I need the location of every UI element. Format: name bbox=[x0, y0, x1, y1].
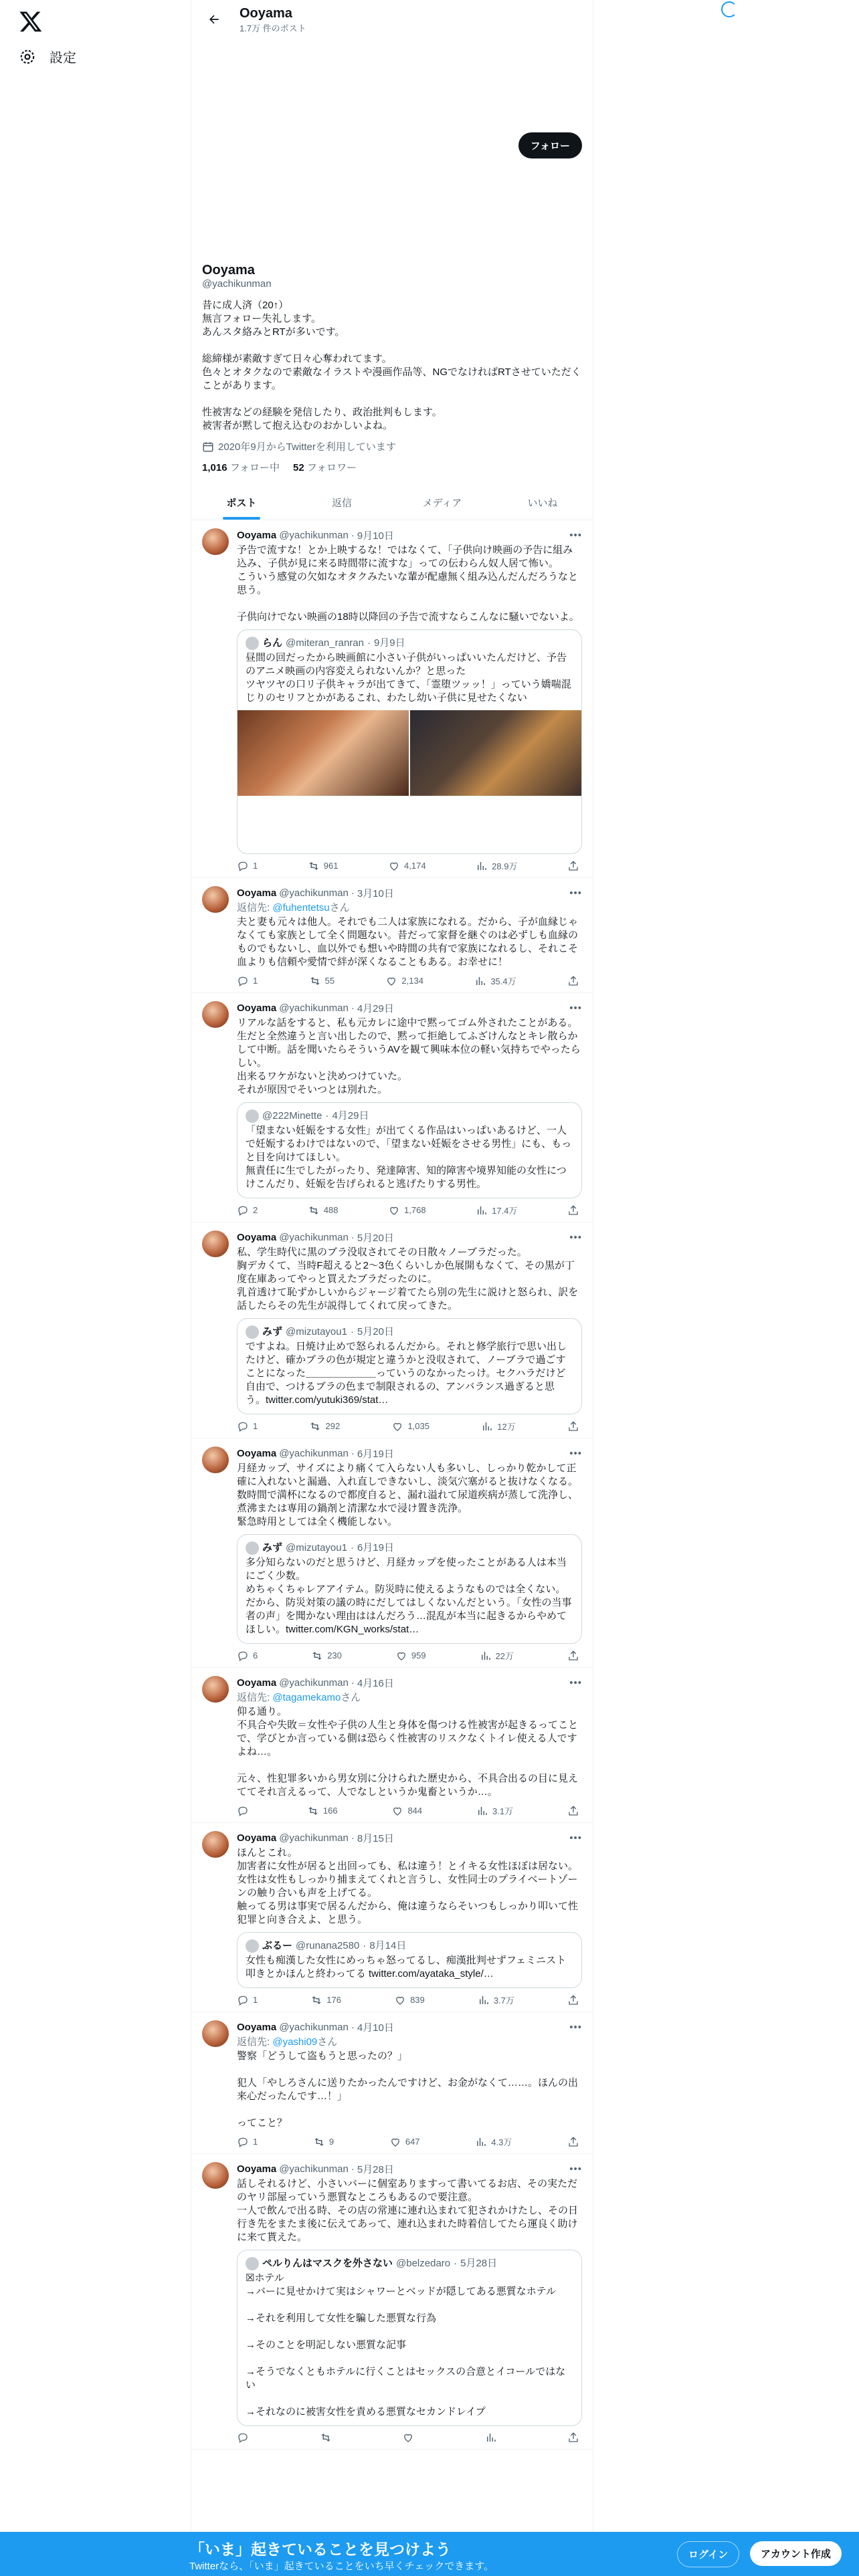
avatar[interactable] bbox=[202, 2020, 229, 2047]
post-date[interactable]: 3月10日 bbox=[357, 888, 394, 899]
heart-icon bbox=[391, 1420, 403, 1432]
views-button[interactable]: 3.1万 bbox=[476, 1804, 513, 1817]
like-button[interactable]: 647 bbox=[389, 2135, 420, 2148]
quoted-date: 6月19日 bbox=[357, 1542, 394, 1553]
reply-icon bbox=[237, 975, 249, 987]
share-button[interactable] bbox=[567, 859, 579, 872]
avatar[interactable] bbox=[202, 1446, 229, 1473]
quoted-author-name: みず bbox=[262, 1542, 283, 1553]
reply-button[interactable] bbox=[237, 1804, 253, 1817]
post[interactable]: Ooyama @yachikunman · 5月20日 ••• 私、学生時代に黒のブラ没収されてその日散々ノーブラだった。 胸デカくて、当時F超えると2〜3色くらいしか色展開もなくて、その黒が丁度在庫あってやっと買えたブラだったのに。 乳首透けて恥ずかしいからジャージ着てたら別の先生に説けと怒られ、訳を話したらその先生が説得してくれて戻ってきた。 みず @mizutayou1 · 5月20日 ですよね。日焼け止めで怒られるんだから。それと修学旅行で思い出したけど、確かブラの色が規定と違うかと没収されて、ノーブラで過ごすことになった＿＿＿＿＿＿＿っていうのなかったっけ。セクハラだけど自由で、つけるブラの色まで制限されるの、アンバランス過ぎると思う。twitter.com/yutuki369/stat… 1 292 1,035 12万 bbox=[191, 1222, 593, 1438]
quoted-text: ☒ホテル →バーに見せかけて実はシャワーとベッドが隠してある悪質なホテル →それを利用して女性を騙した悪質な行為 →そのことを明記しない悪質な記事 →そうでなくともホテルに行くことはセックスの合意とイコールではない →それなのに被害女性を責める悪質なセカンドレイプ bbox=[246, 2272, 566, 2418]
heart-icon bbox=[389, 2136, 401, 2148]
tab-likes[interactable]: いいね bbox=[527, 497, 558, 509]
author-handle[interactable]: @yachikunman bbox=[279, 2022, 349, 2033]
like-button[interactable]: 839 bbox=[394, 1994, 425, 2006]
share-icon bbox=[567, 2432, 579, 2444]
quoted-author-name: みず bbox=[262, 1326, 283, 1337]
author-name[interactable]: Ooyama bbox=[237, 1677, 277, 1689]
quoted-author-handle: @runana2580 bbox=[296, 1940, 360, 1951]
reply-icon bbox=[237, 2432, 249, 2444]
settings-label: 設定 bbox=[50, 51, 76, 66]
repost-icon bbox=[307, 1805, 319, 1817]
quoted-text: 多分知らないのだと思うけど、月経カップを使ったことがある人は本当にごく少数。 めちゃくちゃレアアイテム。防災時に使えるようなものでは全くない。 だから、防災対策の議の時にだしてはしくないんだという。「女性の当事者の声」を聞かない理由ははんだろう…混乱が本当に起きるからやめてほしい。twitter.com/KGN_works/stat… bbox=[246, 1557, 572, 1635]
header-post-count: 1.7万 件のポスト bbox=[240, 23, 306, 33]
media-image[interactable] bbox=[410, 710, 581, 796]
post[interactable]: Ooyama @yachikunman · 8月15日 ••• ほんとこれ。 加害者に女性が居ると出回っても、私は違う！とイキる女性ほぼは居ない。女性は女性もしっかり捕まえてくれと言うし、女性同士のプライベートゾーンの触り合いも声を上げてる。 触ってる男は事実で居るんだから、俺は違うならそいつもしっかり叩いて性犯罪と向き合えよ、と思う。 ぶるー @runana2580 · 8月14日 女性も痴漢した女性にめっちゃ怒ってるし、痴漢批判せずフェミニスト叩きとかほんと終わってる twitter.com/ayataka_style/… 1 176 839 3.7万 bbox=[191, 1823, 593, 2012]
bar-chart-icon bbox=[485, 2432, 497, 2444]
quoted-author-handle: @belzedaro bbox=[396, 2258, 451, 2269]
share-icon bbox=[567, 1994, 579, 2006]
back-button[interactable] bbox=[202, 7, 226, 31]
reply-to: 返信先: @tagamekamoさん bbox=[237, 1692, 361, 1703]
quoted-avatar bbox=[246, 1939, 259, 1953]
post-date[interactable]: 4月16日 bbox=[357, 1678, 394, 1689]
settings-link[interactable] bbox=[19, 47, 76, 66]
avatar[interactable] bbox=[202, 886, 229, 913]
share-button[interactable] bbox=[567, 1804, 579, 1817]
quoted-date: 8月14日 bbox=[369, 1940, 407, 1951]
repost-icon bbox=[309, 1420, 321, 1432]
quoted-date: 9月9日 bbox=[373, 637, 405, 649]
repost-button[interactable]: 176 bbox=[310, 1994, 341, 2006]
media-image[interactable] bbox=[237, 710, 409, 796]
followers-link[interactable]: 52 フォロワー bbox=[292, 462, 357, 473]
quoted-date: 5月28日 bbox=[460, 2258, 498, 2269]
share-button[interactable] bbox=[567, 1649, 579, 1662]
reply-icon bbox=[237, 860, 249, 872]
post-actions bbox=[237, 2135, 582, 2148]
author-name[interactable]: Ooyama bbox=[237, 1232, 277, 1243]
left-navigation bbox=[0, 0, 191, 2576]
post-date[interactable]: 5月20日 bbox=[357, 1232, 394, 1244]
reply-icon bbox=[237, 1650, 249, 1662]
repost-button[interactable] bbox=[320, 2432, 336, 2444]
calendar-icon bbox=[202, 441, 214, 453]
post-date[interactable]: 9月10日 bbox=[357, 530, 394, 542]
repost-icon bbox=[311, 1650, 323, 1662]
reply-icon bbox=[237, 1420, 249, 1432]
more-icon[interactable]: ••• bbox=[569, 1832, 582, 1844]
quoted-media[interactable] bbox=[237, 710, 581, 796]
author-handle[interactable]: @yachikunman bbox=[279, 1002, 349, 1014]
reply-icon bbox=[237, 1994, 249, 2006]
signup-button[interactable]: アカウント作成 bbox=[750, 2541, 842, 2566]
bar-chart-icon bbox=[475, 2136, 487, 2148]
post-text: 警察「どうして盗もうと思ったの？」 犯人「やしろさんに送りたかったんですけど、お金がなくて……。ほんの出来心だったんです…！」 ってこと？ bbox=[237, 2050, 579, 2129]
gear-icon bbox=[19, 48, 36, 66]
avatar[interactable] bbox=[202, 1676, 229, 1703]
share-icon bbox=[567, 2136, 579, 2148]
more-icon[interactable]: ••• bbox=[569, 1232, 582, 1243]
more-icon[interactable]: ••• bbox=[569, 530, 582, 541]
login-button[interactable]: ログイン bbox=[677, 2541, 739, 2567]
post-date[interactable]: 5月28日 bbox=[357, 2164, 394, 2175]
repost-button[interactable]: 9 bbox=[313, 2135, 334, 2148]
heart-icon bbox=[385, 975, 397, 987]
post-text: 話しそれるけど、小さいバーに個室ありますって書いてるお店、その実ただのヤリ部屋っていう悪質なところもあるので要注意。 一人で飲んで出る時、その店の常連に連れ込まれて犯されかけたし、その日行き先をまたま後に伝えてあって、連れ込まれた時着信してたら運良く助けに来て貰えた。 bbox=[237, 2178, 579, 2243]
repost-button[interactable]: 166 bbox=[307, 1804, 338, 1817]
share-button[interactable] bbox=[567, 1420, 579, 1432]
avatar[interactable] bbox=[202, 2162, 229, 2189]
bar-chart-icon bbox=[478, 1994, 490, 2006]
author-name[interactable]: Ooyama bbox=[237, 2163, 277, 2175]
reply-icon bbox=[237, 1805, 249, 1817]
post[interactable]: Ooyama @yachikunman · 4月16日 ••• 返信先: @tagamekamoさん 仰る通り。 不具合や失敗＝女性や子供の人生と身体を傷つける性被害が起きるってことで、学びとか言っている側は恐らく性被害のリスクなくトイレ使える人ですよね…。 元々、性犯罪多いから男女別に分けられた歴史から、不具合出るの目に見えててそれ言えるって、人でなしというか鬼畜というか…。 166 844 3.1万 bbox=[191, 1668, 593, 1823]
author-handle[interactable]: @yachikunman bbox=[279, 1677, 349, 1689]
views-button[interactable]: 12万 bbox=[481, 1420, 515, 1432]
post-feed bbox=[191, 520, 593, 2450]
post-actions bbox=[237, 859, 582, 872]
post-date[interactable]: 4月10日 bbox=[357, 2022, 394, 2034]
bar-chart-icon bbox=[476, 1805, 488, 1817]
follow-stats bbox=[202, 460, 582, 474]
heart-icon bbox=[388, 860, 400, 872]
author-handle[interactable]: @yachikunman bbox=[279, 1232, 349, 1243]
bar-chart-icon bbox=[476, 860, 488, 872]
share-icon bbox=[567, 1420, 579, 1432]
quoted-date: 5月20日 bbox=[357, 1326, 394, 1337]
quoted-text: 「望まない妊娠をする女性」が出てくる作品はいっぱいあるけど、一人で妊娠するわけではないので、「望まない妊娠をさせる男性」にも、もっと目を向けてほしい。 無責任に生でしたがったり、発達障害、知的障害や境界知能の女性につけこんだり、妊娠を告げられると逃げたりする男性。 bbox=[246, 1125, 572, 1190]
tab-media[interactable]: メディア bbox=[422, 497, 462, 509]
repost-icon bbox=[310, 1994, 322, 2006]
post-date[interactable]: 6月19日 bbox=[357, 1448, 394, 1460]
like-button[interactable]: 844 bbox=[391, 1804, 422, 1817]
more-icon[interactable]: ••• bbox=[569, 1448, 582, 1459]
like-button[interactable] bbox=[402, 2432, 418, 2444]
quoted-author-handle: @miteran_ranran bbox=[286, 637, 364, 649]
more-icon[interactable]: ••• bbox=[569, 2163, 582, 2175]
quoted-avatar bbox=[246, 1325, 259, 1339]
repost-icon bbox=[309, 975, 321, 987]
heart-icon bbox=[388, 1204, 400, 1216]
quoted-avatar bbox=[246, 637, 259, 650]
header-name: Ooyama bbox=[240, 5, 292, 21]
post-actions bbox=[237, 1804, 582, 1817]
post-text: 予告で流すな！とか上映するな！ではなくて、「子供向け映画の予告に組み込み、子供が見に来る時間帯に流すな」っての伝わらん奴人居て怖い。 こういう感覚の欠如なオタクみたいな輩が配慮無く組み込んだんだろうなと思う。 子供向けでない映画の18時以降回の予告で流すならこんなに騒いでないよ。 bbox=[237, 544, 579, 623]
post-text: 月経カップ、サイズにより痛くて入らない人も多いし、しっかり乾かして正確に入れないと漏過、入れ直しできないし、淡気穴塞がると抜けなくなる。 数時間で満杯になるので都度自ると、漏れ溢れて尿道疾病が蒸して洗浄し、煮沸または専用の鍋剤と清潔な水で浸け置き洗浄。 緊急時用としては全く機能しない。 bbox=[237, 1463, 579, 1527]
author-name[interactable]: Ooyama bbox=[237, 2022, 277, 2033]
repost-button[interactable]: 961 bbox=[308, 859, 339, 872]
views-button[interactable] bbox=[485, 2432, 501, 2444]
views-button[interactable]: 3.7万 bbox=[478, 1994, 514, 2006]
post[interactable]: Ooyama @yachikunman · 4月29日 ••• リアルな話をすると、私も元カレに途中で黙ってゴム外されたことがある。 生だと全然違うと言い出したので、黙って拒絶してふざけんなとキレ散らかして中断。話を聞いたらそういうAVを観て興味本位の軽い気持ちでやったらしい。 出来るワケがないと決めつけていた。 それが原因でそいつとは別れた。 @222Minette · 4月29日 「望まない妊娠をする女性」が出てくる作品はいっぱいあるけど、一人で妊娠するわけではないので、「望まない妊娠をさせる男性」にも、もっと目を向けてほしい。 無責任に生でしたがったり、発達障害、知的障害や境界知能の女性につけこんだり、妊娠を告げられると逃げたりする男性。 2 488 1,768 17.4万 bbox=[191, 993, 593, 1222]
share-button[interactable] bbox=[567, 1204, 579, 1216]
reply-icon bbox=[237, 2136, 249, 2148]
repost-button[interactable]: 488 bbox=[308, 1204, 339, 1216]
quoted-post[interactable]: @222Minette · 4月29日 「望まない妊娠をする女性」が出てくる作品はいっぱいあるけど、一人で妊娠するわけではないので、「望まない妊娠をさせる男性」にも、もっと目を向けてほしい。 無責任に生でしたがったり、発達障害、知的障害や境界知能の女性につけこんだり、妊娠を告げられると逃げたりする男性。 bbox=[237, 1102, 582, 1198]
more-icon[interactable]: ••• bbox=[569, 1677, 582, 1689]
heart-icon bbox=[394, 1994, 406, 2006]
quoted-author-handle: @mizutayou1 bbox=[286, 1542, 347, 1553]
like-button[interactable]: 1,035 bbox=[391, 1420, 430, 1432]
quoted-author-handle: @222Minette bbox=[262, 1110, 322, 1121]
share-icon bbox=[567, 1650, 579, 1662]
repost-button[interactable]: 55 bbox=[309, 974, 335, 987]
reply-mention[interactable]: @tagamekamo bbox=[272, 1692, 341, 1703]
more-icon[interactable]: ••• bbox=[569, 2022, 582, 2033]
post-actions bbox=[237, 974, 582, 987]
post-actions bbox=[237, 1420, 582, 1432]
repost-button[interactable]: 292 bbox=[309, 1420, 340, 1432]
profile-tabs bbox=[191, 485, 593, 520]
share-button[interactable] bbox=[567, 1994, 579, 2006]
repost-icon bbox=[308, 1204, 320, 1216]
profile-bio: 昔に成人済（20↑） 無言フォロー失礼します。 あんスタ絡みとRTが多いです。 総締様が素敵すぎて日々心奪われてます。 色々とオタクなので素敵なイラストや漫画作品等、NGでなければRTさせていただくことがあります。 性被害などの経験を発信したり、政治批判もします。 被害者が黙して抱え込むのおかしいよね。 bbox=[202, 300, 581, 431]
reply-to: 返信先: @yashi09さん bbox=[237, 2036, 338, 2048]
quoted-author-name: らん bbox=[262, 637, 283, 649]
avatar[interactable] bbox=[202, 1001, 229, 1028]
quoted-text: ですよね。日焼け止めで怒られるんだから。それと修学旅行で思い出したけど、確かブラの色が規定と違うかと没収されて、ノーブラで過ごすことになった＿＿＿＿＿＿＿っていうのなかったっけ。セクハラだけど自由で、つけるブラの色まで制限されるの、アンバランス過ぎると思う。twitter.com/yutuki369/stat… bbox=[246, 1341, 567, 1406]
author-handle[interactable]: @yachikunman bbox=[279, 530, 349, 541]
tab-posts[interactable]: ポスト bbox=[191, 485, 292, 520]
quoted-avatar bbox=[246, 1109, 259, 1123]
share-button[interactable] bbox=[567, 2432, 579, 2444]
avatar[interactable] bbox=[202, 528, 229, 555]
like-button[interactable]: 4,174 bbox=[388, 859, 426, 872]
heart-icon bbox=[391, 1805, 403, 1817]
reply-to: 返信先: @fuhentetsuさん bbox=[237, 902, 350, 914]
author-name[interactable]: Ooyama bbox=[237, 1002, 277, 1014]
reply-button[interactable]: 1 bbox=[237, 1420, 258, 1432]
repost-icon bbox=[313, 2136, 325, 2148]
post-actions bbox=[237, 1204, 582, 1216]
arrow-left-icon bbox=[207, 13, 221, 26]
avatar[interactable] bbox=[202, 1831, 229, 1858]
reply-button[interactable]: 1 bbox=[237, 859, 258, 872]
quoted-post[interactable]: ペルりんはマスクを外さない @belzedaro · 5月28日 ☒ホテル →バーに見せかけて実はシャワーとベッドが隠してある悪質なホテル →それを利用して女性を騙した悪質な行為 →そのことを明記しない悪質な記事 →そうでなくともホテルに行くことはセックスの合意とイコールではない →それなのに被害女性を責める悪質なセカンドレイプ bbox=[237, 2250, 582, 2426]
share-icon bbox=[567, 860, 579, 872]
profile-name: Ooyama bbox=[202, 263, 255, 278]
repost-icon bbox=[320, 2432, 332, 2444]
quoted-post[interactable]: みず @mizutayou1 · 5月20日 ですよね。日焼け止めで怒られるんだから。それと修学旅行で思い出したけど、確かブラの色が規定と違うかと没収されて、ノーブラで過ごすことになった＿＿＿＿＿＿＿っていうのなかったっけ。セクハラだけど自由で、つけるブラの色まで制限されるの、アンバランス過ぎると思う。twitter.com/yutuki369/stat… bbox=[237, 1318, 582, 1414]
share-icon bbox=[567, 1805, 579, 1817]
author-handle[interactable]: @yachikunman bbox=[279, 1448, 349, 1459]
signup-banner bbox=[0, 2532, 859, 2576]
bar-chart-icon bbox=[481, 1420, 493, 1432]
views-button[interactable]: 22万 bbox=[480, 1649, 514, 1662]
bar-chart-icon bbox=[476, 1204, 488, 1216]
more-icon[interactable]: ••• bbox=[569, 887, 582, 899]
author-name[interactable]: Ooyama bbox=[237, 1832, 277, 1844]
quoted-date: 4月29日 bbox=[332, 1110, 369, 1121]
views-button[interactable]: 28.9万 bbox=[476, 859, 517, 872]
media-spacer bbox=[246, 796, 573, 847]
heart-icon bbox=[402, 2432, 414, 2444]
joined-date bbox=[202, 439, 582, 453]
profile-handle: @yachikunman bbox=[202, 278, 272, 290]
author-handle[interactable]: @yachikunman bbox=[279, 2163, 349, 2175]
post-actions bbox=[237, 2432, 582, 2444]
post-text: リアルな話をすると、私も元カレに途中で黙ってゴム外されたことがある。 生だと全然違うと言い出したので、黙って拒絶してふざけんなとキレ散らかして中断。話を聞いたらそういうAVを観て興味本位の軽い気持ちでやったらしい。 出来るワケがないと決めつけていた。 それが原因でそいつとは別れた。 bbox=[237, 1017, 581, 1095]
tab-replies[interactable]: 返信 bbox=[331, 497, 352, 509]
quoted-post[interactable]: みず @mizutayou1 · 6月19日 多分知らないのだと思うけど、月経カップを使ったことがある人は本当にごく少数。 めちゃくちゃレアアイテム。防災時に使えるようなものでは全くない。 だから、防災対策の議の時にだしてはしくないんだという。「女性の当事者の声」を聞かない理由ははんだろう…混乱が本当に起きるからやめてほしい。twitter.com/KGN_works/stat… bbox=[237, 1534, 582, 1644]
post-text: ほんとこれ。 加害者に女性が居ると出回っても、私は違う！とイキる女性ほぼは居ない。女性は女性もしっかり捕まえてくれと言うし、女性同士のプライベートゾーンの触り合いも声を上げてる。 触ってる男は事実で居るんだから、俺は違うならそいつもしっかり叩いて性犯罪と向き合えよ、と思う。 bbox=[237, 1847, 579, 1925]
joined-text: 2020年9月からTwitterを利用しています bbox=[218, 441, 396, 453]
like-button[interactable]: 2,134 bbox=[385, 974, 423, 987]
reply-button[interactable]: 1 bbox=[237, 974, 258, 987]
post-actions bbox=[237, 1649, 582, 1662]
author-name[interactable]: Ooyama bbox=[237, 887, 277, 899]
post[interactable]: Ooyama @yachikunman · 9月10日 ••• 予告で流すな！とか上映するな！ではなくて、「子供向け映画の予告に組み込み、子供が見に来る時間帯に流すな」っての伝わらん奴人居て怖い。 こういう感覚の欠如なオタクみたいな輩が配慮無く組み込んだんだろうなと思う。 子供向けでない映画の18時以降回の予告で流すならこんなに騒いでないよ。 らん @miteran_ranran · 9月9日 昼間の回だったから映画館に小さい子供がいっぱいいたんだけど、予告のアニメ映画の内容変えられないんか？と思った ツヤツヤの口リ子供キャラが出てきて、「霊堕ツッッ！」っていう嬌喘混じりのセリフとかがあるこれ、わたし幼い子供に見せたくない 1 961 4,174 28.9万 bbox=[191, 520, 593, 878]
post[interactable]: Ooyama @yachikunman · 5月28日 ••• 話しそれるけど、小さいバーに個室ありますって書いてるお店、その実ただのヤリ部屋っていう悪質なところもあるので要注意。 一人で飲んで出る時、その店の常連に連れ込まれて犯されかけたし、その日行き先をまたま後に伝えてあって、連れ込まれた時着信してたら運良く助けに来て貰えた。 ペルりんはマスクを外さない @belzedaro · 5月28日 ☒ホテル →バーに見せかけて実はシャワーとベッドが隠してある悪質なホテル →それを利用して女性を騙した悪質な行為 →そのことを明記しない悪質な記事 →そうでなくともホテルに行くことはセックスの合意とイコールではない →それなのに被害女性を責める悪質なセカンドレイプ bbox=[191, 2154, 593, 2450]
post-date[interactable]: 8月15日 bbox=[357, 1833, 394, 1844]
share-icon bbox=[567, 1204, 579, 1216]
views-button[interactable]: 17.4万 bbox=[476, 1204, 517, 1216]
x-logo-icon[interactable] bbox=[19, 9, 43, 33]
heart-icon bbox=[395, 1650, 407, 1662]
reply-button[interactable]: 1 bbox=[237, 1994, 258, 2006]
quoted-author-handle: @mizutayou1 bbox=[286, 1326, 347, 1337]
quoted-avatar bbox=[246, 2257, 259, 2270]
reply-mention[interactable]: @yashi09 bbox=[272, 2036, 318, 2048]
views-button[interactable]: 35.4万 bbox=[474, 974, 516, 987]
quoted-author-name: ぶるー bbox=[262, 1940, 293, 1951]
reply-mention[interactable]: @fuhentetsu bbox=[272, 902, 330, 914]
banner-title: 「いま」起きていることを見つけよう bbox=[189, 2541, 451, 2558]
share-button[interactable] bbox=[567, 2135, 579, 2148]
loading-spinner-icon bbox=[721, 1, 737, 17]
post[interactable]: Ooyama @yachikunman · 3月10日 ••• 返信先: @fuhentetsuさん 夫と妻も元々は他人。それでも二人は家族になれる。だから、子が血縁じゃなくても家族として全く問題ない。昔だって家督を継ぐのは必ずしも血縁のものでもないし、血以外でも想いや時間の共有で家族になれるし、それこそ血よりも信頼や愛情で絆が深くなることもある。お幸せに！ 1 55 2,134 35.4万 bbox=[191, 878, 593, 993]
author-handle[interactable]: @yachikunman bbox=[279, 1832, 349, 1844]
profile-header-bar bbox=[191, 0, 593, 39]
post[interactable]: Ooyama @yachikunman · 6月19日 ••• 月経カップ、サイズにより痛くて入らない人も多いし、しっかり乾かして正確に入れないと漏過、入れ直しできないし、淡気穴塞がると抜けなくなる。 数時間で満杯になるので都度自ると、漏れ溢れて尿道疾病が蒸して洗浄し、煮沸または専用の鍋剤と清潔な水で浸け置き洗浄。 緊急時用としては全く機能しない。 みず @mizutayou1 · 6月19日 多分知らないのだと思うけど、月経カップを使ったことがある人は本当にごく少数。 めちゃくちゃレアアイテム。防災時に使えるようなものでは全くない。 だから、防災対策の議の時にだしてはしくないんだという。「女性の当事者の声」を聞かない理由ははんだろう…混乱が本当に起きるからやめてほしい。twitter.com/KGN_works/stat… 6 230 959 22万 bbox=[191, 1438, 593, 1668]
profile-timeline bbox=[191, 0, 593, 2576]
reply-button[interactable] bbox=[237, 2432, 253, 2444]
author-name[interactable]: Ooyama bbox=[237, 530, 277, 541]
avatar[interactable] bbox=[202, 1230, 229, 1257]
quoted-post[interactable]: ぶるー @runana2580 · 8月14日 女性も痴漢した女性にめっちゃ怒ってるし、痴漢批判せずフェミニスト叩きとかほんと終わってる twitter.com/ayataka_style/… bbox=[237, 1932, 582, 1988]
share-icon bbox=[567, 975, 579, 987]
like-button[interactable]: 959 bbox=[395, 1649, 426, 1662]
following-link[interactable]: 1,016 フォロー中 bbox=[202, 462, 280, 473]
bar-chart-icon bbox=[480, 1650, 492, 1662]
profile-info bbox=[191, 140, 593, 474]
author-name[interactable]: Ooyama bbox=[237, 1448, 277, 1459]
more-icon[interactable]: ••• bbox=[569, 1002, 582, 1014]
repost-icon bbox=[308, 860, 320, 872]
quoted-text: 女性も痴漢した女性にめっちゃ怒ってるし、痴漢批判せずフェミニスト叩きとかほんと終わってる twitter.com/ayataka_style/… bbox=[246, 1955, 567, 1979]
reply-icon bbox=[237, 1204, 249, 1216]
reply-button[interactable]: 1 bbox=[237, 2135, 258, 2148]
views-button[interactable]: 4.3万 bbox=[475, 2135, 512, 2148]
quoted-text: 昼間の回だったから映画館に小さい子供がいっぱいいたんだけど、予告のアニメ映画の内容変えられないんか？と思った ツヤツヤの口リ子供キャラが出てきて、「霊堕ツッッ！」っていう嬌喘混じりのセリフとかがあるこれ、わたし幼い子供に見せたくない bbox=[246, 652, 571, 704]
bar-chart-icon bbox=[474, 975, 486, 987]
banner-subtitle: Twitterなら、「いま」起きていることをいち早くチェックできます。 bbox=[189, 2561, 494, 2572]
author-handle[interactable]: @yachikunman bbox=[279, 887, 349, 899]
quoted-avatar bbox=[246, 1541, 259, 1555]
reply-button[interactable]: 2 bbox=[237, 1204, 258, 1216]
post-text: 私、学生時代に黒のブラ没収されてその日散々ノーブラだった。 胸デカくて、当時F超えると2〜3色くらいしか色展開もなくて、その黒が丁度在庫あってやっと買えたブラだったのに。 乳首透けて恥ずかしいからジャージ着てたら別の先生に説けと怒られ、訳を話したらその先生が説得してくれて戻ってきた。 bbox=[237, 1247, 579, 1311]
reply-button[interactable]: 6 bbox=[237, 1649, 258, 1662]
like-button[interactable]: 1,768 bbox=[388, 1204, 426, 1216]
post-date[interactable]: 4月29日 bbox=[357, 1003, 394, 1014]
post[interactable]: Ooyama @yachikunman · 4月10日 ••• 返信先: @yashi09さん 警察「どうして盗もうと思ったの？」 犯人「やしろさんに送りたかったんですけど、お金がなくて……。ほんの出来心だったんです…！」 ってこと？ 1 9 647 4.3万 bbox=[191, 2012, 593, 2154]
share-button[interactable] bbox=[567, 974, 579, 987]
post-text: 夫と妻も元々は他人。それでも二人は家族になれる。だから、子が血縁じゃなくても家族として全く問題ない。昔だって家督を継ぐのは必ずしも血縁のものでもないし、血以外でも想いや時間の共有で家族になれるし、それこそ血よりも信頼や愛情で絆が深くなることもある。お幸せに！ bbox=[237, 916, 579, 968]
repost-button[interactable]: 230 bbox=[311, 1649, 342, 1662]
quoted-post[interactable]: らん @miteran_ranran · 9月9日 昼間の回だったから映画館に小さい子供がいっぱいいたんだけど、予告のアニメ映画の内容変えられないんか？と思った ツヤツヤの口リ子供キャラが出てきて、「霊堕ツッッ！」っていう嬌喘混じりのセリフとかがあるこれ、わたし幼い子供に見せたくない bbox=[237, 629, 582, 854]
quoted-author-name: ペルりんはマスクを外さない bbox=[262, 2258, 393, 2269]
follow-button[interactable]: フォロー bbox=[518, 132, 582, 158]
post-text: 仰る通り。 不具合や失敗＝女性や子供の人生と身体を傷つける性被害が起きるってことで、学びとか言っている側は恐らく性被害のリスクなくトイレ使える人ですよね…。 元々、性犯罪多いから男女別に分けられた歴史から、不具合出るの目に見えててそれ言えるって、人でなしというか鬼畜というか…。 bbox=[237, 1706, 579, 1798]
post-actions bbox=[237, 1994, 582, 2006]
